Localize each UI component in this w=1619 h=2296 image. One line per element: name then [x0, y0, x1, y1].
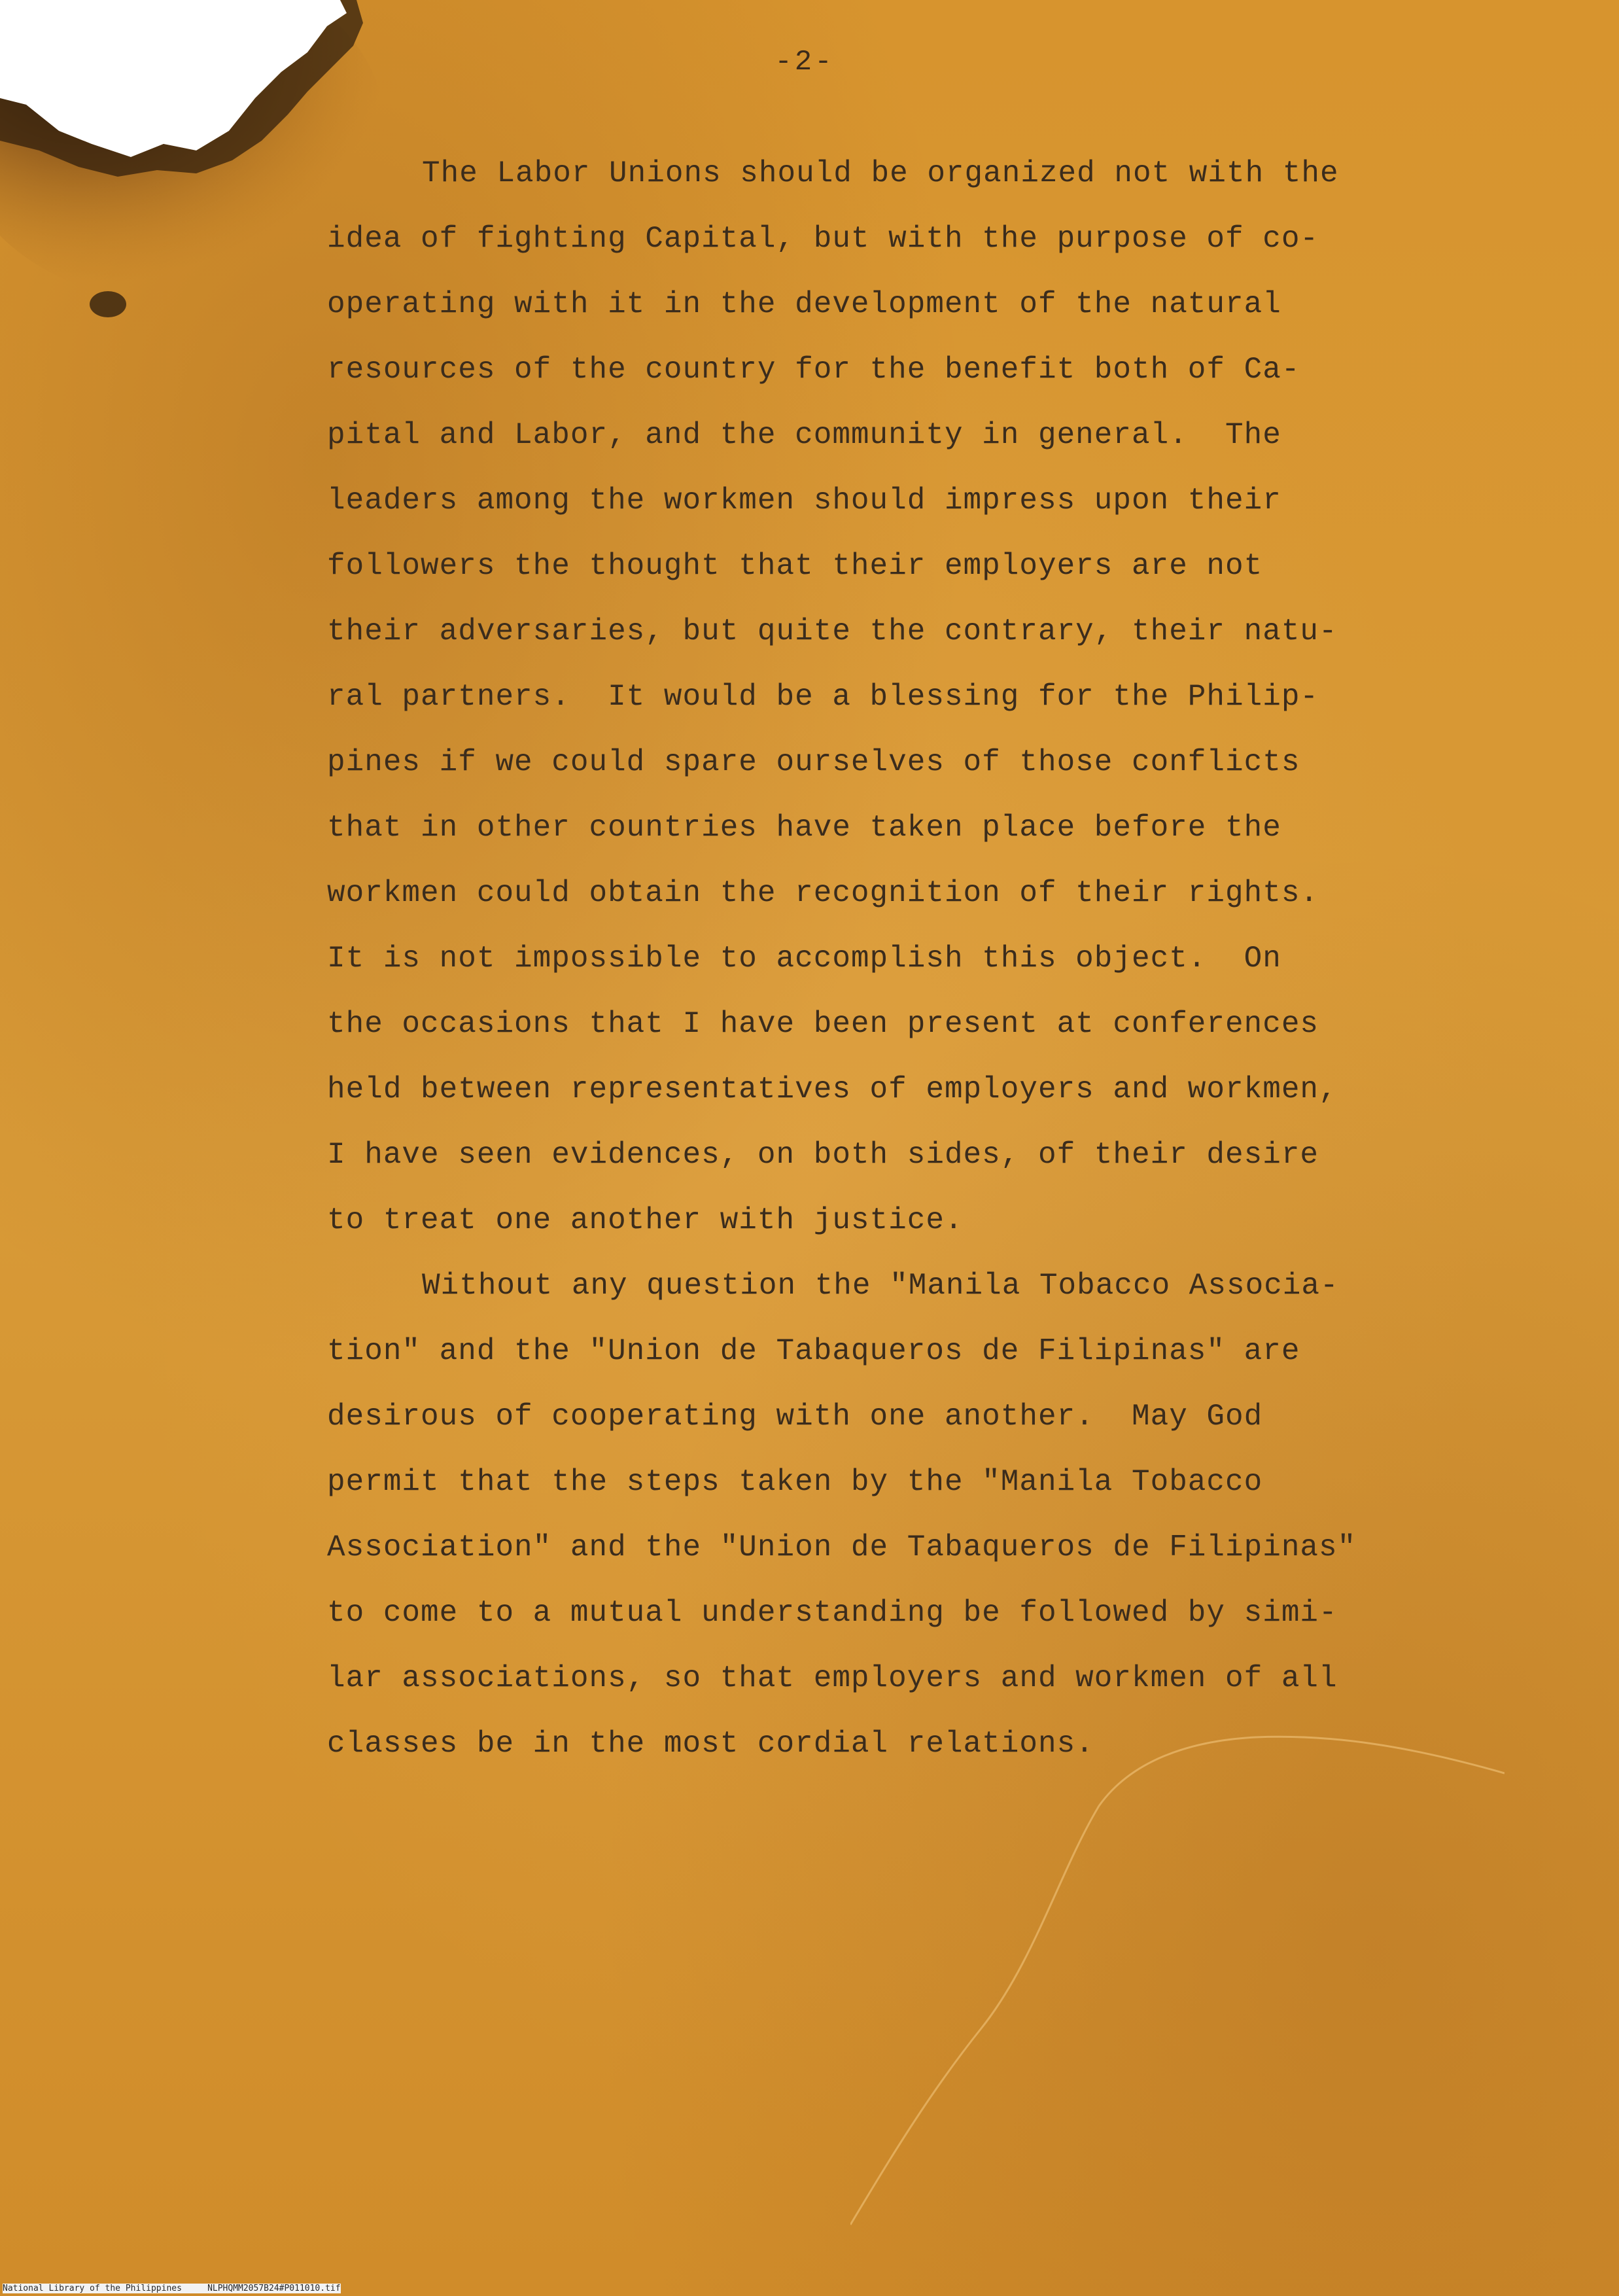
text-line: idea of fighting Capital, but with the purpose of co- — [327, 222, 1319, 256]
text-line: workmen could obtain the recognition of their rights. — [327, 876, 1319, 910]
text-line: The Labor Unions should be organized not with the — [422, 156, 1339, 190]
text-line: lar associations, so that employers and workmen of all — [327, 1661, 1338, 1695]
text-line: pines if we could spare ourselves of those conflicts — [327, 745, 1300, 779]
text-line: Without any question the "Manila Tobacco Associa- — [422, 1269, 1339, 1303]
paper-crease-mark — [850, 1701, 1505, 2238]
text-line: permit that the steps taken by the "Manila Tobacco — [327, 1465, 1263, 1499]
text-line: their adversaries, but quite the contrary, their natu- — [327, 614, 1338, 648]
text-line: desirous of cooperating with one another. May God — [327, 1400, 1263, 1434]
text-line: operating with it in the development of the natural — [327, 287, 1281, 321]
text-line: followers the thought that their employers are not — [327, 549, 1263, 583]
text-line: It is not impossible to accomplish this object. On — [327, 942, 1281, 976]
page-number: -2- — [775, 46, 835, 79]
text-line: classes be in the most cordial relations. — [327, 1727, 1094, 1761]
text-line: that in other countries have taken place before the — [327, 811, 1281, 845]
text-line: I have seen evidences, on both sides, of their desire — [327, 1138, 1319, 1172]
text-line: leaders among the workmen should impress upon their — [327, 484, 1281, 518]
text-line: pital and Labor, and the community in general. The — [327, 418, 1281, 452]
text-line: ral partners. It would be a blessing for the Philip- — [327, 680, 1319, 714]
paragraph-1 — [327, 141, 1452, 1253]
text-line: resources of the country for the benefit both of Ca- — [327, 353, 1300, 387]
text-line: the occasions that I have been present at conferences — [327, 1007, 1319, 1041]
text-line: to treat one another with justice. — [327, 1203, 964, 1237]
letter-body — [327, 141, 1452, 1776]
text-line: held between representatives of employers and workmen, — [327, 1072, 1338, 1106]
paragraph-2 — [327, 1253, 1452, 1776]
archive-caption: National Library of the Philippines NLPHQMM2057B24#P011010.tif — [3, 2284, 341, 2293]
text-line: Association" and the "Union de Tabaqueros de Filipinas" — [327, 1530, 1357, 1564]
text-line: to come to a mutual understanding be followed by simi- — [327, 1596, 1338, 1630]
text-line: tion" and the "Union de Tabaqueros de Filipinas" are — [327, 1334, 1300, 1368]
